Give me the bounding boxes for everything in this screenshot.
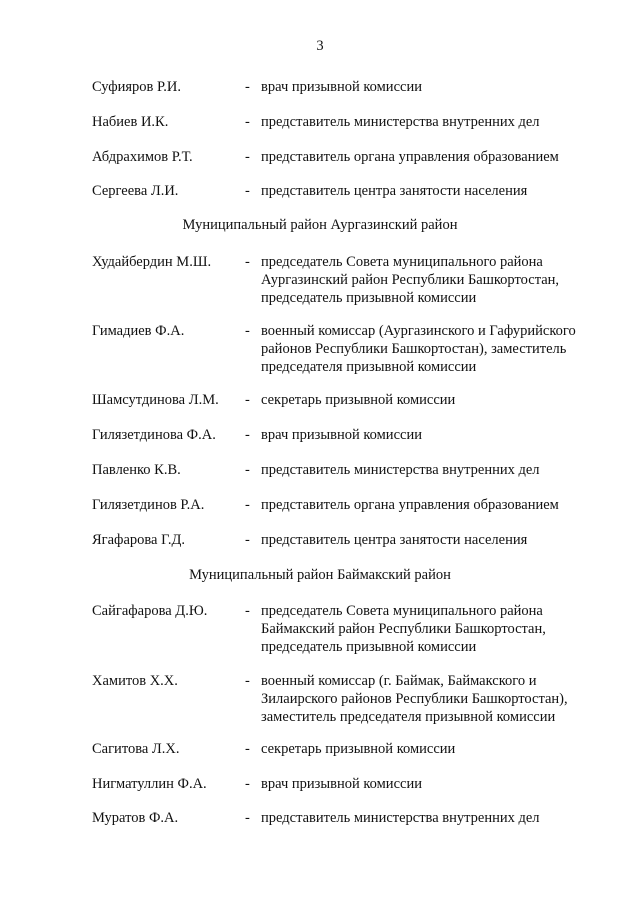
member-name: Гилязетдинов Р.А. [92,497,205,513]
member-role [261,775,611,793]
member-role-line: представитель министерства внутренних дел [261,462,540,478]
member-role-line: Баймакский район Республики Башкортостан, [261,621,546,637]
member-name: Сагитова Л.Х. [92,741,180,757]
member-name: Павленко К.В. [92,462,181,478]
member-role-line: председателя призывной комиссии [261,359,477,375]
member-role-line: представитель органа управления образованием [261,497,559,513]
dash-separator: - [245,810,250,826]
member-role-line: представитель министерства внутренних дел [261,810,540,826]
section-heading: Муниципальный район Аургазинский район [182,217,458,233]
member-role [261,391,611,409]
member-role-line: председатель призывной комиссии [261,639,477,655]
member-role-line: районов Республики Башкортостан), заместитель [261,341,567,357]
member-role [261,78,611,96]
member-role-line: Зилаирского районов Республики Башкортостан), [261,691,568,707]
member-role-line: Аургазинский район Республики Башкортостан, [261,272,560,288]
dash-separator: - [245,392,250,408]
member-role [261,602,611,656]
member-role-line: председатель Совета муниципального района [261,254,543,270]
member-name: Набиев И.К. [92,114,169,130]
dash-separator: - [245,532,250,548]
member-role [261,740,611,758]
member-role [261,148,611,166]
member-role-line: представитель центра занятости населения [261,532,528,548]
member-role [261,531,611,549]
member-role-line: военный комиссар (Аургазинского и Гафурийского [261,323,576,339]
member-name: Нигматуллин Ф.А. [92,776,207,792]
dash-separator: - [245,323,250,339]
member-name: Гимадиев Ф.А. [92,323,185,339]
dash-separator: - [245,776,250,792]
dash-separator: - [245,114,250,130]
member-name: Абдрахимов Р.Т. [92,149,193,165]
member-role-line: председатель Совета муниципального района [261,603,543,619]
member-name: Сайгафарова Д.Ю. [92,603,208,619]
dash-separator: - [245,149,250,165]
member-name: Хамитов Х.Х. [92,673,178,689]
member-role-line: представитель центра занятости населения [261,183,528,199]
member-role-line: председатель призывной комиссии [261,290,477,306]
member-role-line: секретарь призывной комиссии [261,741,456,757]
member-role [261,461,611,479]
dash-separator: - [245,741,250,757]
member-name: Худайбердин М.Ш. [92,254,212,270]
member-name: Ягафарова Г.Д. [92,532,185,548]
dash-separator: - [245,183,250,199]
dash-separator: - [245,427,250,443]
member-role-line: врач призывной комиссии [261,776,422,792]
member-role-line: врач призывной комиссии [261,427,422,443]
member-role [261,182,611,200]
dash-separator: - [245,673,250,689]
member-role [261,113,611,131]
member-role-line: секретарь призывной комиссии [261,392,456,408]
member-name: Гилязетдинова Ф.А. [92,427,216,443]
dash-separator: - [245,603,250,619]
member-role [261,322,611,376]
member-name: Суфияров Р.И. [92,79,181,95]
member-role [261,426,611,444]
member-role [261,496,611,514]
member-role [261,672,611,726]
section-heading: Муниципальный район Баймакский район [189,567,451,583]
member-role [261,253,611,307]
member-role-line: заместитель председателя призывной комиссии [261,709,556,725]
member-name: Муратов Ф.А. [92,810,179,826]
member-name: Шамсутдинова Л.М. [92,392,219,408]
page-number: 3 [316,38,324,54]
dash-separator: - [245,497,250,513]
member-role-line: представитель министерства внутренних дел [261,114,540,130]
member-role [261,809,611,827]
dash-separator: - [245,254,250,270]
dash-separator: - [245,79,250,95]
dash-separator: - [245,462,250,478]
member-name: Сергеева Л.И. [92,183,179,199]
member-role-line: врач призывной комиссии [261,79,422,95]
member-role-line: представитель органа управления образованием [261,149,559,165]
member-role-line: военный комиссар (г. Баймак, Баймакского и [261,673,537,689]
